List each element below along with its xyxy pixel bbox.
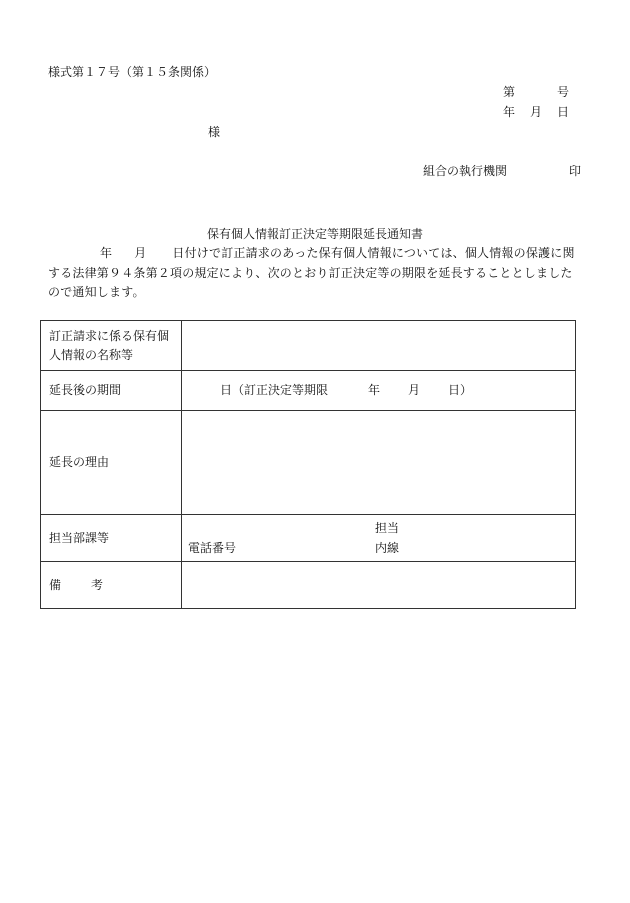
- date-month-label: 月: [530, 105, 543, 119]
- issuer-name: 組合の執行機関: [423, 164, 508, 178]
- table-row: [41, 515, 576, 562]
- info-name-value: [182, 321, 576, 371]
- department-value: [182, 515, 576, 562]
- period-days: 日（訂正決定等期限: [220, 383, 329, 397]
- remarks-value: [182, 562, 576, 609]
- department-label: 担当部課等: [41, 515, 182, 562]
- table-row: [41, 371, 576, 411]
- body-year-label: 年: [100, 246, 113, 260]
- remarks-label: [41, 562, 182, 609]
- document-number-suffix: 号: [557, 85, 570, 99]
- remarks-label-char-1: 備: [49, 577, 62, 592]
- body-month-label: 月: [134, 246, 147, 260]
- extension-label: 内線: [375, 541, 400, 555]
- table-row: [41, 562, 576, 609]
- notice-body: [48, 244, 584, 303]
- date-year-label: 年: [503, 105, 516, 119]
- table-row: [41, 411, 576, 515]
- notice-table: [40, 320, 576, 609]
- recipient-honorific: 様: [208, 125, 221, 139]
- extension-reason-value: [182, 411, 576, 515]
- phone-number-label: 電話番号: [188, 541, 237, 555]
- period-year: 年: [368, 383, 381, 397]
- remarks-label-char-2: 考: [91, 577, 104, 592]
- document-number-label: 第: [503, 85, 516, 99]
- body-text: 日付けで訂正請求のあった保有個人情報については、個人情報の保護に関する法律第９４条第２項の規定により、次のとおり訂正決定等の期限を延長することとしましたので通知します。: [48, 246, 575, 299]
- seal-mark: 印: [569, 164, 582, 178]
- date-day-label: 日: [557, 105, 570, 119]
- extended-period-label: 延長後の期間: [41, 371, 182, 411]
- period-month: 月: [408, 383, 421, 397]
- extension-reason-label: 延長の理由: [41, 411, 182, 515]
- info-name-label: 訂正請求に係る保有個人情報の名称等: [41, 321, 182, 371]
- document-title: 保有個人情報訂正決定等期限延長通知書: [206, 227, 423, 241]
- table-row: [41, 321, 576, 371]
- period-day: 日）: [448, 383, 473, 397]
- extended-period-value: [182, 371, 576, 411]
- person-in-charge-label: 担当: [375, 521, 400, 535]
- form-number: 様式第１７号（第１５条関係）: [48, 65, 217, 79]
